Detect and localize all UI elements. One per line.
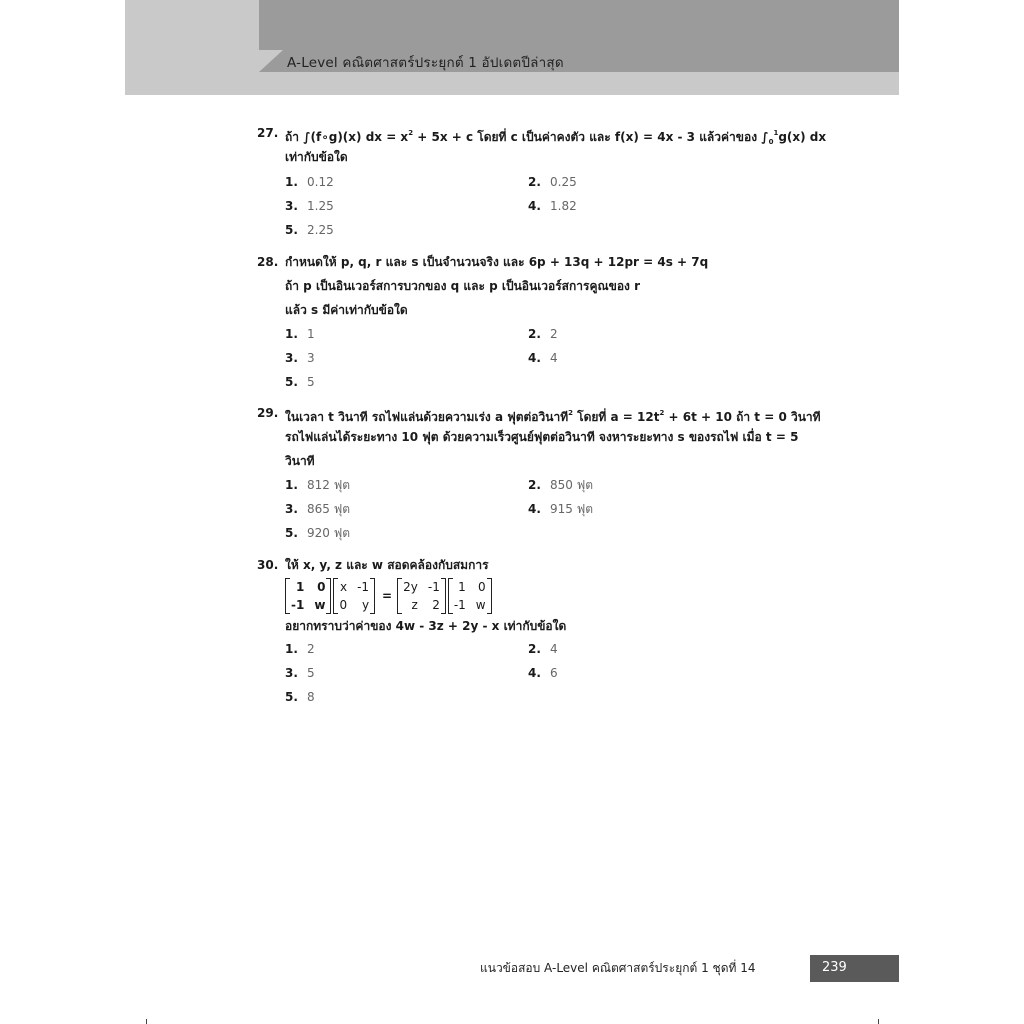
option-28-5	[285, 370, 315, 394]
matrix-equation	[285, 578, 494, 614]
option-number: 1.	[285, 478, 298, 492]
matrix-cell: -1	[357, 580, 370, 594]
option-number: 1.	[285, 175, 298, 189]
option-30-3	[285, 661, 315, 685]
matrix-1	[285, 578, 331, 614]
option-value: 2	[550, 327, 558, 341]
integral-symbol: ∫	[761, 130, 769, 144]
option-number: 2.	[528, 327, 541, 341]
option-value: 812 ฟุต	[307, 478, 351, 492]
text-tail: g(x) dx	[778, 130, 827, 144]
header-title: A-Level คณิตศาสตร์ประยุกต์ 1 อัปเดตปีล่าสุด	[287, 55, 564, 71]
matrix-cell: w	[475, 598, 486, 612]
exponent: 2	[659, 409, 665, 417]
question-number: 28.	[257, 255, 279, 269]
option-30-5	[285, 685, 315, 709]
text-body: (f∘g)(x) dx = x	[310, 130, 409, 144]
question-text-line-3: อยากทราบว่าค่าของ 4w - 3z + 2y - x เท่ากับข้อใด	[285, 619, 567, 633]
option-29-3	[285, 497, 350, 521]
exponent: 2	[408, 129, 414, 137]
option-value: 865 ฟุต	[307, 502, 351, 516]
text-prefix: ถ้า	[285, 130, 304, 144]
option-value: 4	[550, 642, 558, 656]
option-27-3	[285, 194, 334, 218]
header-notch	[259, 50, 283, 72]
matrix-cell: w	[314, 598, 326, 612]
text-part-a: ในเวลา t วินาที รถไฟแล่นด้วยความเร่ง a ฟุตต่อวินาที	[285, 410, 569, 424]
question-text-line-2: เท่ากับข้อใด	[285, 150, 348, 164]
option-value: 5	[307, 666, 315, 680]
text-rest: + 5x + c โดยที่ c เป็นค่าคงตัว และ f(x) = 4x - 3 แล้วค่าของ	[413, 130, 762, 144]
matrix-cell: -1	[291, 598, 305, 612]
option-27-1	[285, 170, 334, 194]
matrix-cell: -1	[453, 598, 466, 612]
option-value: 2	[307, 642, 315, 656]
question-text-line-3: แล้ว s มีค่าเท่ากับข้อใด	[285, 303, 408, 317]
option-29-2	[528, 473, 593, 497]
exponent: 2	[568, 409, 573, 417]
option-number: 2.	[528, 175, 541, 189]
option-29-4	[528, 497, 593, 521]
option-value: 6	[550, 666, 558, 680]
matrix-cell: 1	[295, 580, 305, 594]
option-28-2	[528, 322, 558, 346]
matrix-2	[333, 578, 375, 614]
option-30-1	[285, 637, 315, 661]
option-number: 5.	[285, 223, 298, 237]
option-number: 4.	[528, 502, 541, 516]
option-number: 3.	[285, 351, 298, 365]
crop-mark	[878, 1019, 879, 1024]
crop-mark	[146, 1019, 147, 1024]
text-part-c: + 6t + 10 ถ้า t = 0 วินาที	[664, 410, 821, 424]
option-number: 3.	[285, 199, 298, 213]
page-number: 239	[822, 960, 847, 975]
option-30-4	[528, 661, 558, 685]
question-text-line-1	[285, 121, 826, 154]
option-number: 1.	[285, 642, 298, 656]
matrix-cell: z	[411, 598, 418, 612]
option-value: 0.12	[307, 175, 334, 189]
integral-upper-limit: 1	[773, 129, 779, 137]
option-27-2	[528, 170, 577, 194]
matrix-cell: 2	[432, 598, 440, 612]
matrix-cell: 0	[477, 580, 486, 594]
matrix-cell: 1	[458, 580, 466, 594]
option-28-1	[285, 322, 315, 346]
option-number: 4.	[528, 666, 541, 680]
option-value: 5	[307, 375, 315, 389]
question-number: 29.	[257, 406, 279, 420]
option-number: 3.	[285, 502, 298, 516]
option-number: 4.	[528, 351, 541, 365]
question-number: 27.	[257, 126, 279, 140]
footer-text: แนวข้อสอบ A-Level คณิตศาสตร์ประยุกต์ 1 ชุดที่ 14	[480, 961, 756, 975]
option-28-3	[285, 346, 315, 370]
question-text-line-1: กำหนดให้ p, q, r และ s เป็นจำนวนจริง และ 6p + 13q + 12pr = 4s + 7q	[285, 255, 709, 269]
matrix-3	[397, 578, 446, 614]
option-29-1	[285, 473, 350, 497]
option-number: 1.	[285, 327, 298, 341]
option-number: 5.	[285, 375, 298, 389]
question-text-line-2: รถไฟแล่นได้ระยะทาง 10 ฟุต ด้วยความเร็วศูนย์ฟุตต่อวินาที จงหาระยะทาง s ของรถไฟ เมื่อ t = 5	[285, 430, 799, 444]
option-value: 1.25	[307, 199, 334, 213]
option-value: 1.82	[550, 199, 577, 213]
option-number: 2.	[528, 478, 541, 492]
matrix-cell: 2y	[403, 580, 418, 594]
option-value: 915 ฟุต	[550, 502, 594, 516]
question-text-line-3: วินาที	[285, 454, 315, 468]
option-27-5	[285, 218, 334, 242]
option-30-2	[528, 637, 558, 661]
option-number: 5.	[285, 690, 298, 704]
option-value: 4	[550, 351, 558, 365]
text-part-b: โดยที่ a = 12t	[572, 410, 660, 424]
matrix-cell: y	[361, 598, 370, 612]
option-number: 2.	[528, 642, 541, 656]
matrix-cell: 0	[339, 598, 348, 612]
integral-lower-limit: 0	[768, 138, 774, 146]
equals-sign: =	[382, 589, 393, 603]
option-29-5	[285, 521, 350, 545]
option-number: 5.	[285, 526, 298, 540]
question-text-line-1: ให้ x, y, z และ w สอดคล้องกับสมการ	[285, 558, 489, 572]
option-value: 8	[307, 690, 315, 704]
option-28-4	[528, 346, 558, 370]
matrix-cell: 0	[317, 580, 326, 594]
matrix-4	[448, 578, 492, 614]
integral-symbol: ∫	[303, 130, 311, 144]
option-value: 3	[307, 351, 315, 365]
option-27-4	[528, 194, 577, 218]
option-value: 1	[307, 327, 315, 341]
option-value: 920 ฟุต	[307, 526, 351, 540]
option-value: 2.25	[307, 223, 334, 237]
question-text-line-2: ถ้า p เป็นอินเวอร์สการบวกของ q และ p เป็นอินเวอร์สการคูณของ r	[285, 279, 640, 293]
matrix-cell: x	[339, 580, 348, 594]
matrix-cell: -1	[427, 580, 440, 594]
option-number: 4.	[528, 199, 541, 213]
question-number: 30.	[257, 558, 279, 572]
option-number: 3.	[285, 666, 298, 680]
option-value: 850 ฟุต	[550, 478, 594, 492]
option-value: 0.25	[550, 175, 577, 189]
